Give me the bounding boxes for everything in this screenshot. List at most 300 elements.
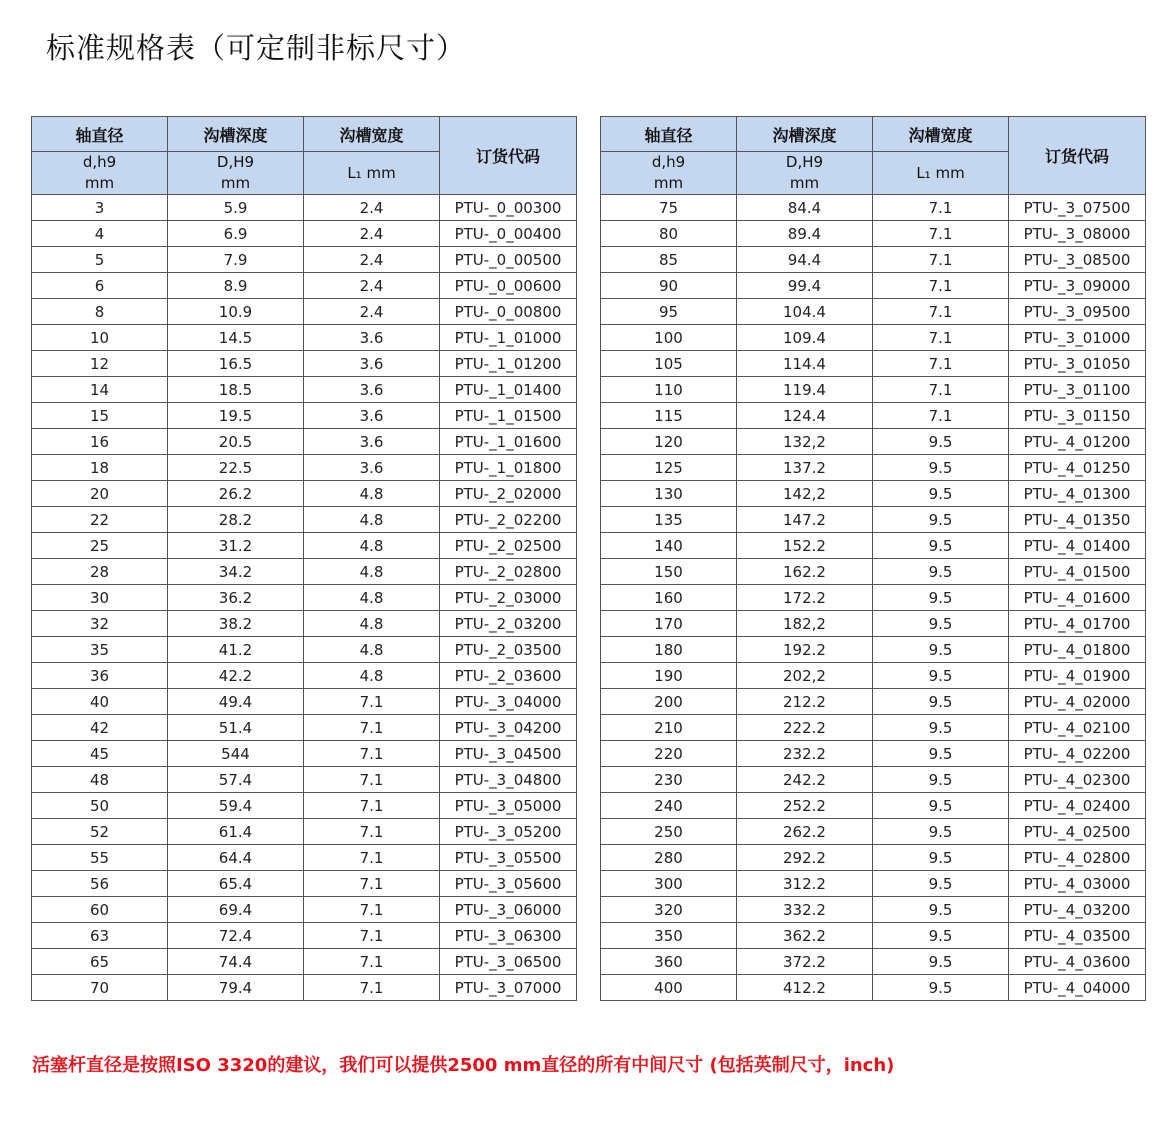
table-row <box>32 871 577 897</box>
cell-groove-width: 4.8 <box>304 637 440 663</box>
cell-shaft-diameter: 22 <box>32 507 168 533</box>
cell-order-code: PTU-_4_01700 <box>1009 611 1146 637</box>
cell-groove-depth: 312.2 <box>737 871 873 897</box>
cell-groove-width: 9.5 <box>873 793 1009 819</box>
cell-groove-width: 4.8 <box>304 585 440 611</box>
cell-order-code: PTU-_4_04000 <box>1009 975 1146 1001</box>
table-row <box>601 949 1146 975</box>
header-order-code: 订货代码 <box>440 117 577 195</box>
header-width-unit: L₁ mm <box>873 152 1009 195</box>
cell-groove-width: 2.4 <box>304 195 440 221</box>
table-row <box>32 533 577 559</box>
cell-order-code: PTU-_3_07500 <box>1009 195 1146 221</box>
cell-shaft-diameter: 115 <box>601 403 737 429</box>
cell-order-code: PTU-_1_01800 <box>440 455 577 481</box>
cell-groove-depth: 20.5 <box>168 429 304 455</box>
cell-groove-width: 7.1 <box>304 767 440 793</box>
footnote: 活塞杆直径是按照ISO 3320的建议，我们可以提供2500 mm直径的所有中间尺寸 (包括英制尺寸，inch) <box>32 1055 895 1076</box>
cell-groove-width: 4.8 <box>304 611 440 637</box>
cell-shaft-diameter: 300 <box>601 871 737 897</box>
cell-groove-depth: 49.4 <box>168 689 304 715</box>
cell-groove-width: 4.8 <box>304 663 440 689</box>
cell-shaft-diameter: 90 <box>601 273 737 299</box>
cell-shaft-diameter: 5 <box>32 247 168 273</box>
cell-groove-depth: 59.4 <box>168 793 304 819</box>
table-row <box>32 325 577 351</box>
cell-groove-width: 7.1 <box>873 403 1009 429</box>
cell-shaft-diameter: 14 <box>32 377 168 403</box>
table-row <box>32 299 577 325</box>
cell-order-code: PTU-_3_05200 <box>440 819 577 845</box>
page-title: 标准规格表（可定制非标尺寸） <box>46 31 467 65</box>
cell-shaft-diameter: 200 <box>601 689 737 715</box>
cell-groove-depth: 8.9 <box>168 273 304 299</box>
cell-shaft-diameter: 130 <box>601 481 737 507</box>
header-groove-width: 沟槽宽度 <box>304 117 440 152</box>
spec-table-right <box>600 116 1146 1001</box>
cell-shaft-diameter: 80 <box>601 221 737 247</box>
cell-groove-width: 7.1 <box>304 923 440 949</box>
table-row <box>32 949 577 975</box>
cell-groove-depth: 41.2 <box>168 637 304 663</box>
cell-order-code: PTU-_1_01600 <box>440 429 577 455</box>
cell-shaft-diameter: 170 <box>601 611 737 637</box>
cell-groove-depth: 109.4 <box>737 325 873 351</box>
cell-order-code: PTU-_0_00300 <box>440 195 577 221</box>
cell-groove-width: 7.1 <box>304 897 440 923</box>
cell-groove-depth: 6.9 <box>168 221 304 247</box>
cell-shaft-diameter: 100 <box>601 325 737 351</box>
cell-shaft-diameter: 240 <box>601 793 737 819</box>
cell-shaft-diameter: 6 <box>32 273 168 299</box>
cell-groove-depth: 42.2 <box>168 663 304 689</box>
spec-table-left <box>31 116 577 1001</box>
table-row <box>32 195 577 221</box>
cell-groove-width: 7.1 <box>873 325 1009 351</box>
cell-order-code: PTU-_1_01500 <box>440 403 577 429</box>
cell-order-code: PTU-_1_01000 <box>440 325 577 351</box>
header-depth-unit: D,H9 mm <box>168 152 304 195</box>
cell-order-code: PTU-_0_00800 <box>440 299 577 325</box>
cell-shaft-diameter: 120 <box>601 429 737 455</box>
header-depth-unit: D,H9 mm <box>737 152 873 195</box>
cell-order-code: PTU-_3_05000 <box>440 793 577 819</box>
cell-order-code: PTU-_4_01350 <box>1009 507 1146 533</box>
cell-groove-width: 4.8 <box>304 533 440 559</box>
table-row <box>32 221 577 247</box>
cell-groove-depth: 192.2 <box>737 637 873 663</box>
header-shaft-diameter: 轴直径 <box>32 117 168 152</box>
table-row <box>601 351 1146 377</box>
cell-order-code: PTU-_4_01200 <box>1009 429 1146 455</box>
cell-groove-depth: 162.2 <box>737 559 873 585</box>
cell-shaft-diameter: 25 <box>32 533 168 559</box>
cell-shaft-diameter: 350 <box>601 923 737 949</box>
cell-groove-depth: 152.2 <box>737 533 873 559</box>
cell-groove-depth: 137.2 <box>737 455 873 481</box>
cell-order-code: PTU-_2_03600 <box>440 663 577 689</box>
cell-groove-depth: 94.4 <box>737 247 873 273</box>
cell-shaft-diameter: 32 <box>32 611 168 637</box>
cell-order-code: PTU-_4_01300 <box>1009 481 1146 507</box>
cell-order-code: PTU-_3_04500 <box>440 741 577 767</box>
cell-order-code: PTU-_3_04800 <box>440 767 577 793</box>
table-row <box>32 663 577 689</box>
cell-shaft-diameter: 320 <box>601 897 737 923</box>
cell-groove-width: 4.8 <box>304 481 440 507</box>
cell-shaft-diameter: 3 <box>32 195 168 221</box>
cell-order-code: PTU-_4_03600 <box>1009 949 1146 975</box>
cell-groove-width: 7.1 <box>873 195 1009 221</box>
table-row <box>32 689 577 715</box>
cell-shaft-diameter: 40 <box>32 689 168 715</box>
cell-order-code: PTU-_3_05500 <box>440 845 577 871</box>
cell-order-code: PTU-_4_01900 <box>1009 663 1146 689</box>
cell-groove-width: 9.5 <box>873 845 1009 871</box>
cell-groove-width: 4.8 <box>304 507 440 533</box>
cell-groove-depth: 51.4 <box>168 715 304 741</box>
cell-shaft-diameter: 140 <box>601 533 737 559</box>
cell-groove-width: 9.5 <box>873 819 1009 845</box>
cell-order-code: PTU-_3_01050 <box>1009 351 1146 377</box>
table-row <box>32 507 577 533</box>
cell-groove-depth: 7.9 <box>168 247 304 273</box>
table-row <box>601 195 1146 221</box>
table-row <box>32 429 577 455</box>
cell-order-code: PTU-_0_00600 <box>440 273 577 299</box>
cell-groove-width: 9.5 <box>873 481 1009 507</box>
cell-groove-depth: 64.4 <box>168 845 304 871</box>
table-row <box>32 897 577 923</box>
cell-groove-width: 9.5 <box>873 949 1009 975</box>
cell-shaft-diameter: 45 <box>32 741 168 767</box>
table-row <box>601 403 1146 429</box>
cell-groove-width: 9.5 <box>873 429 1009 455</box>
cell-order-code: PTU-_3_05600 <box>440 871 577 897</box>
cell-order-code: PTU-_3_08000 <box>1009 221 1146 247</box>
table-row <box>601 325 1146 351</box>
cell-groove-depth: 61.4 <box>168 819 304 845</box>
cell-groove-width: 9.5 <box>873 689 1009 715</box>
cell-shaft-diameter: 105 <box>601 351 737 377</box>
cell-groove-width: 2.4 <box>304 273 440 299</box>
table-row <box>601 273 1146 299</box>
cell-order-code: PTU-_4_02500 <box>1009 819 1146 845</box>
cell-groove-width: 7.1 <box>304 793 440 819</box>
cell-groove-depth: 372.2 <box>737 949 873 975</box>
cell-groove-depth: 119.4 <box>737 377 873 403</box>
cell-groove-depth: 16.5 <box>168 351 304 377</box>
table-row <box>601 611 1146 637</box>
cell-shaft-diameter: 4 <box>32 221 168 247</box>
cell-groove-width: 2.4 <box>304 299 440 325</box>
table-row <box>32 351 577 377</box>
cell-groove-width: 7.1 <box>304 871 440 897</box>
table-row <box>601 299 1146 325</box>
cell-groove-depth: 36.2 <box>168 585 304 611</box>
cell-order-code: PTU-_2_03200 <box>440 611 577 637</box>
cell-groove-depth: 544 <box>168 741 304 767</box>
cell-groove-depth: 132,2 <box>737 429 873 455</box>
cell-groove-depth: 19.5 <box>168 403 304 429</box>
cell-order-code: PTU-_2_02200 <box>440 507 577 533</box>
cell-shaft-diameter: 190 <box>601 663 737 689</box>
cell-groove-width: 2.4 <box>304 247 440 273</box>
cell-groove-width: 7.1 <box>873 377 1009 403</box>
cell-shaft-diameter: 150 <box>601 559 737 585</box>
cell-groove-width: 9.5 <box>873 507 1009 533</box>
cell-order-code: PTU-_4_02400 <box>1009 793 1146 819</box>
table-row <box>32 585 577 611</box>
cell-order-code: PTU-_3_06000 <box>440 897 577 923</box>
cell-groove-depth: 202,2 <box>737 663 873 689</box>
cell-order-code: PTU-_3_06500 <box>440 949 577 975</box>
table-row <box>601 663 1146 689</box>
table-row <box>32 741 577 767</box>
cell-groove-width: 3.6 <box>304 455 440 481</box>
cell-groove-width: 2.4 <box>304 221 440 247</box>
cell-groove-depth: 172.2 <box>737 585 873 611</box>
cell-shaft-diameter: 28 <box>32 559 168 585</box>
header-groove-depth: 沟槽深度 <box>737 117 873 152</box>
cell-groove-depth: 14.5 <box>168 325 304 351</box>
header-order-code: 订货代码 <box>1009 117 1146 195</box>
cell-shaft-diameter: 75 <box>601 195 737 221</box>
table-row <box>601 741 1146 767</box>
table-row <box>32 767 577 793</box>
cell-shaft-diameter: 125 <box>601 455 737 481</box>
cell-groove-depth: 292.2 <box>737 845 873 871</box>
table-row <box>601 793 1146 819</box>
cell-order-code: PTU-_4_01250 <box>1009 455 1146 481</box>
cell-shaft-diameter: 36 <box>32 663 168 689</box>
cell-groove-width: 7.1 <box>873 247 1009 273</box>
cell-order-code: PTU-_4_03200 <box>1009 897 1146 923</box>
cell-groove-depth: 5.9 <box>168 195 304 221</box>
cell-groove-depth: 10.9 <box>168 299 304 325</box>
cell-shaft-diameter: 8 <box>32 299 168 325</box>
cell-groove-depth: 362.2 <box>737 923 873 949</box>
cell-shaft-diameter: 280 <box>601 845 737 871</box>
cell-groove-depth: 79.4 <box>168 975 304 1001</box>
cell-groove-depth: 124.4 <box>737 403 873 429</box>
cell-groove-width: 9.5 <box>873 611 1009 637</box>
table-row <box>601 637 1146 663</box>
cell-groove-width: 7.1 <box>304 689 440 715</box>
cell-shaft-diameter: 12 <box>32 351 168 377</box>
table-row <box>601 585 1146 611</box>
cell-order-code: PTU-_3_01150 <box>1009 403 1146 429</box>
cell-shaft-diameter: 85 <box>601 247 737 273</box>
cell-order-code: PTU-_3_01000 <box>1009 325 1146 351</box>
cell-groove-depth: 252.2 <box>737 793 873 819</box>
cell-shaft-diameter: 15 <box>32 403 168 429</box>
cell-shaft-diameter: 56 <box>32 871 168 897</box>
cell-shaft-diameter: 50 <box>32 793 168 819</box>
cell-order-code: PTU-_4_01500 <box>1009 559 1146 585</box>
header-shaft-unit: d,h9 mm <box>601 152 737 195</box>
cell-groove-depth: 28.2 <box>168 507 304 533</box>
cell-groove-width: 9.5 <box>873 585 1009 611</box>
cell-shaft-diameter: 16 <box>32 429 168 455</box>
cell-order-code: PTU-_4_02000 <box>1009 689 1146 715</box>
cell-groove-width: 7.1 <box>304 741 440 767</box>
cell-groove-width: 3.6 <box>304 429 440 455</box>
cell-shaft-diameter: 400 <box>601 975 737 1001</box>
cell-order-code: PTU-_4_03500 <box>1009 923 1146 949</box>
table-row <box>601 429 1146 455</box>
cell-groove-depth: 57.4 <box>168 767 304 793</box>
table-row <box>32 845 577 871</box>
cell-shaft-diameter: 70 <box>32 975 168 1001</box>
table-row <box>32 377 577 403</box>
cell-order-code: PTU-_4_01600 <box>1009 585 1146 611</box>
cell-shaft-diameter: 135 <box>601 507 737 533</box>
cell-shaft-diameter: 95 <box>601 299 737 325</box>
cell-groove-width: 9.5 <box>873 637 1009 663</box>
cell-shaft-diameter: 52 <box>32 819 168 845</box>
table-row <box>32 559 577 585</box>
cell-groove-width: 9.5 <box>873 559 1009 585</box>
cell-order-code: PTU-_4_02300 <box>1009 767 1146 793</box>
cell-groove-depth: 69.4 <box>168 897 304 923</box>
cell-shaft-diameter: 230 <box>601 767 737 793</box>
cell-groove-width: 3.6 <box>304 377 440 403</box>
cell-order-code: PTU-_3_06300 <box>440 923 577 949</box>
cell-shaft-diameter: 220 <box>601 741 737 767</box>
cell-groove-width: 7.1 <box>873 273 1009 299</box>
cell-groove-width: 9.5 <box>873 741 1009 767</box>
cell-shaft-diameter: 250 <box>601 819 737 845</box>
cell-groove-width: 9.5 <box>873 975 1009 1001</box>
cell-groove-depth: 31.2 <box>168 533 304 559</box>
cell-order-code: PTU-_3_07000 <box>440 975 577 1001</box>
cell-groove-width: 7.1 <box>304 845 440 871</box>
cell-order-code: PTU-_3_09000 <box>1009 273 1146 299</box>
cell-groove-width: 7.1 <box>873 351 1009 377</box>
table-row <box>601 871 1146 897</box>
cell-shaft-diameter: 180 <box>601 637 737 663</box>
cell-order-code: PTU-_2_02800 <box>440 559 577 585</box>
cell-groove-depth: 212.2 <box>737 689 873 715</box>
cell-groove-depth: 262.2 <box>737 819 873 845</box>
cell-shaft-diameter: 55 <box>32 845 168 871</box>
table-row <box>32 637 577 663</box>
cell-groove-depth: 147.2 <box>737 507 873 533</box>
cell-order-code: PTU-_3_08500 <box>1009 247 1146 273</box>
cell-order-code: PTU-_3_04000 <box>440 689 577 715</box>
table-row <box>601 377 1146 403</box>
cell-groove-width: 7.1 <box>873 299 1009 325</box>
cell-groove-depth: 38.2 <box>168 611 304 637</box>
table-row <box>601 897 1146 923</box>
cell-groove-depth: 99.4 <box>737 273 873 299</box>
cell-order-code: PTU-_1_01400 <box>440 377 577 403</box>
cell-order-code: PTU-_4_02800 <box>1009 845 1146 871</box>
header-width-unit: L₁ mm <box>304 152 440 195</box>
cell-order-code: PTU-_4_02200 <box>1009 741 1146 767</box>
table-row <box>601 923 1146 949</box>
cell-shaft-diameter: 48 <box>32 767 168 793</box>
cell-groove-depth: 72.4 <box>168 923 304 949</box>
cell-groove-depth: 142,2 <box>737 481 873 507</box>
cell-order-code: PTU-_3_09500 <box>1009 299 1146 325</box>
cell-groove-depth: 332.2 <box>737 897 873 923</box>
table-row <box>601 559 1146 585</box>
table-row <box>601 819 1146 845</box>
header-shaft-unit: d,h9 mm <box>32 152 168 195</box>
table-row <box>601 767 1146 793</box>
cell-groove-width: 9.5 <box>873 663 1009 689</box>
cell-groove-depth: 89.4 <box>737 221 873 247</box>
cell-shaft-diameter: 110 <box>601 377 737 403</box>
cell-order-code: PTU-_4_02100 <box>1009 715 1146 741</box>
table-row <box>601 689 1146 715</box>
cell-order-code: PTU-_4_01800 <box>1009 637 1146 663</box>
cell-groove-width: 3.6 <box>304 403 440 429</box>
cell-groove-depth: 182,2 <box>737 611 873 637</box>
cell-shaft-diameter: 65 <box>32 949 168 975</box>
table-row <box>601 975 1146 1001</box>
cell-shaft-diameter: 10 <box>32 325 168 351</box>
cell-order-code: PTU-_2_02000 <box>440 481 577 507</box>
cell-groove-depth: 114.4 <box>737 351 873 377</box>
cell-groove-width: 9.5 <box>873 455 1009 481</box>
cell-order-code: PTU-_3_01100 <box>1009 377 1146 403</box>
header-shaft-diameter: 轴直径 <box>601 117 737 152</box>
cell-groove-depth: 84.4 <box>737 195 873 221</box>
cell-groove-depth: 18.5 <box>168 377 304 403</box>
table-row <box>32 923 577 949</box>
cell-groove-depth: 242.2 <box>737 767 873 793</box>
cell-groove-width: 9.5 <box>873 871 1009 897</box>
header-groove-depth: 沟槽深度 <box>168 117 304 152</box>
cell-groove-width: 3.6 <box>304 351 440 377</box>
cell-order-code: PTU-_0_00500 <box>440 247 577 273</box>
cell-shaft-diameter: 160 <box>601 585 737 611</box>
cell-shaft-diameter: 360 <box>601 949 737 975</box>
cell-groove-depth: 74.4 <box>168 949 304 975</box>
table-row <box>32 793 577 819</box>
table-row <box>601 481 1146 507</box>
cell-groove-depth: 26.2 <box>168 481 304 507</box>
cell-groove-width: 7.1 <box>304 949 440 975</box>
cell-groove-depth: 104.4 <box>737 299 873 325</box>
cell-groove-width: 7.1 <box>873 221 1009 247</box>
cell-shaft-diameter: 210 <box>601 715 737 741</box>
cell-groove-width: 4.8 <box>304 559 440 585</box>
cell-groove-depth: 65.4 <box>168 871 304 897</box>
cell-shaft-diameter: 42 <box>32 715 168 741</box>
cell-shaft-diameter: 63 <box>32 923 168 949</box>
cell-groove-depth: 222.2 <box>737 715 873 741</box>
table-row <box>32 481 577 507</box>
cell-shaft-diameter: 35 <box>32 637 168 663</box>
cell-shaft-diameter: 30 <box>32 585 168 611</box>
table-row <box>601 455 1146 481</box>
cell-groove-width: 9.5 <box>873 533 1009 559</box>
table-row <box>32 247 577 273</box>
table-row <box>601 715 1146 741</box>
cell-order-code: PTU-_1_01200 <box>440 351 577 377</box>
cell-groove-depth: 232.2 <box>737 741 873 767</box>
table-row <box>32 273 577 299</box>
table-row <box>32 611 577 637</box>
table-row <box>601 845 1146 871</box>
cell-groove-width: 9.5 <box>873 897 1009 923</box>
cell-order-code: PTU-_4_01400 <box>1009 533 1146 559</box>
table-row <box>601 507 1146 533</box>
